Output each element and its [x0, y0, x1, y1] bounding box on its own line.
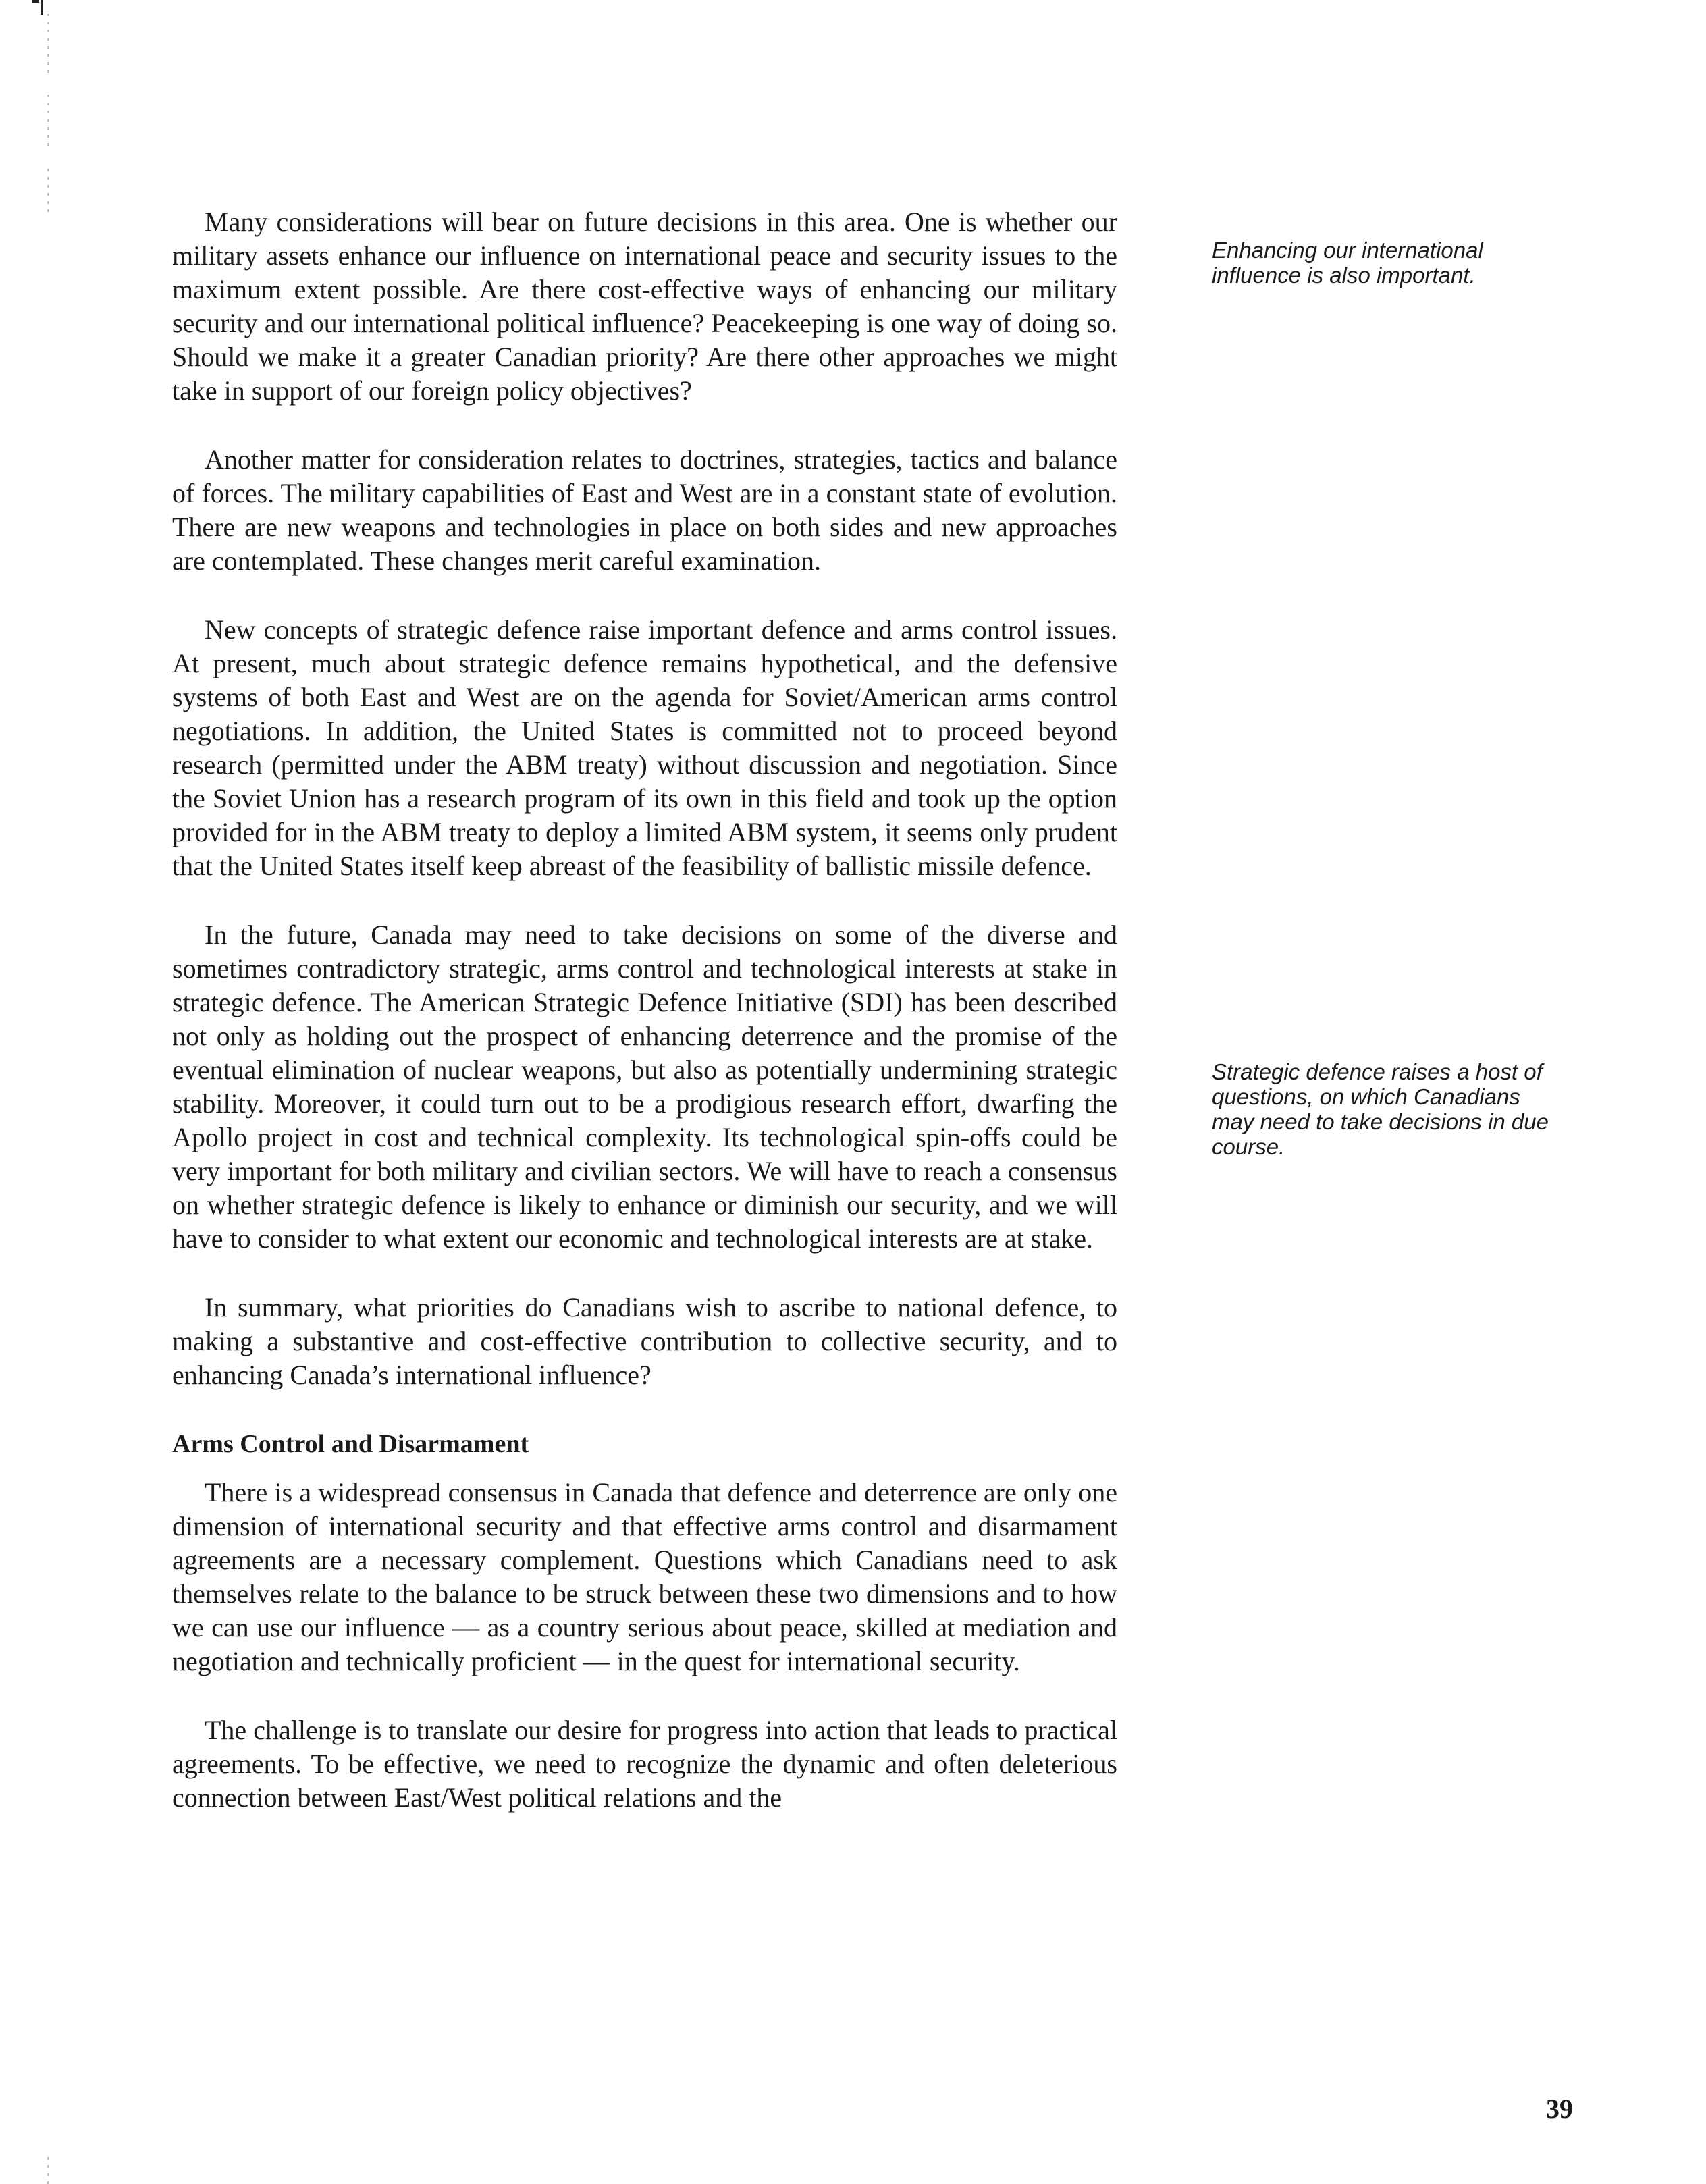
body-paragraph: New concepts of strategic defence raise important defence and arms control issues. At present, much about strategic defence remains hypothetical, and the defensive systems of both East and West are on the agenda for Soviet/American arms control negotiations. In addition, the United States is committed not to proceed beyond research (permitted under the ABM treaty) without discussion and negotiation. Since the Soviet Union has a research program of its own in this field and took up the option provided for in the ABM treaty to deploy a limited ABM system, it seems only prudent that the United States itself keep abreast of the feasibility of ballistic missile defence.: [172, 614, 1117, 881]
main-text-column: [172, 205, 1117, 1850]
scan-artifact: [47, 14, 49, 74]
body-paragraph: Many considerations will bear on future decisions in this area. One is whether our military assets enhance our influence on international peace and security issues to the maximum extent possible. Are there cost-effective ways of enhancing our military security and our international political influence? Peacekeeping is one way of doing so. Should we make it a greater Canadian priority? Are there other approaches we might take in support of our foreign policy objectives?: [172, 207, 1117, 406]
scan-artifact: [47, 95, 49, 149]
margin-note: Enhancing our international influence is also important.: [1212, 238, 1483, 288]
section-heading: Arms Control and Disarmament: [172, 1430, 529, 1458]
body-paragraph: The challenge is to translate our desire for progress into action that leads to practical agreements. To be effective, we need to recognize the dynamic and often deleterious connection between East/West political relations and the: [172, 1715, 1117, 1813]
margin-note: Strategic defence raises a host of questions, on which Canadians may need to take decisions in due course.: [1212, 1059, 1549, 1159]
scan-artifact: [47, 169, 49, 216]
body-paragraph: Another matter for consideration relates to doctrines, strategies, tactics and balance of forces. The military capabilities of East and West are in a constant state of evolution. There are new weapons and technologies in place on both sides and new approaches are contemplated. These changes merit careful examination.: [172, 444, 1117, 576]
scan-artifact: [47, 2157, 49, 2184]
body-paragraph: In the future, Canada may need to take decisions on some of the diverse and sometimes contradictory strategic, arms control and technological interests at stake in strategic defence. The American Strategic Defence Initiative (SDI) has been described not only as holding out the prospect of enhancing deterrence and the promise of the eventual elimination of nuclear weapons, but also as potentially undermining strategic stability. Moreover, it could turn out to be a prodigious research effort, dwarfing the Apollo project in cost and technical complexity. Its technological spin-offs could be very important for both military and civilian sectors. We will have to reach a consensus on whether strategic defence is likely to enhance or diminish our security, and we will have to consider to what extent our economic and technological interests are at stake.: [172, 920, 1117, 1254]
scan-artifact: [32, 0, 39, 3]
scan-artifact: [41, 0, 43, 15]
body-paragraph: There is a widespread consensus in Canada that defence and deterrence are only one dimension of international security and that effective arms control and disarmament agreements are a necessary complement. Questions which Canadians need to ask themselves relate to the balance to be struck between these two dimensions and to how we can use our influence — as a country serious about peace, skilled at mediation and negotiation and technically proficient — in the quest for international security.: [172, 1477, 1117, 1676]
body-paragraph: In summary, what priorities do Canadians wish to ascribe to national defence, to making a substantive and cost-effective contribution to collective security, and to enhancing Canada’s international influence?: [172, 1292, 1117, 1390]
page-number: 39: [1546, 2094, 1573, 2124]
